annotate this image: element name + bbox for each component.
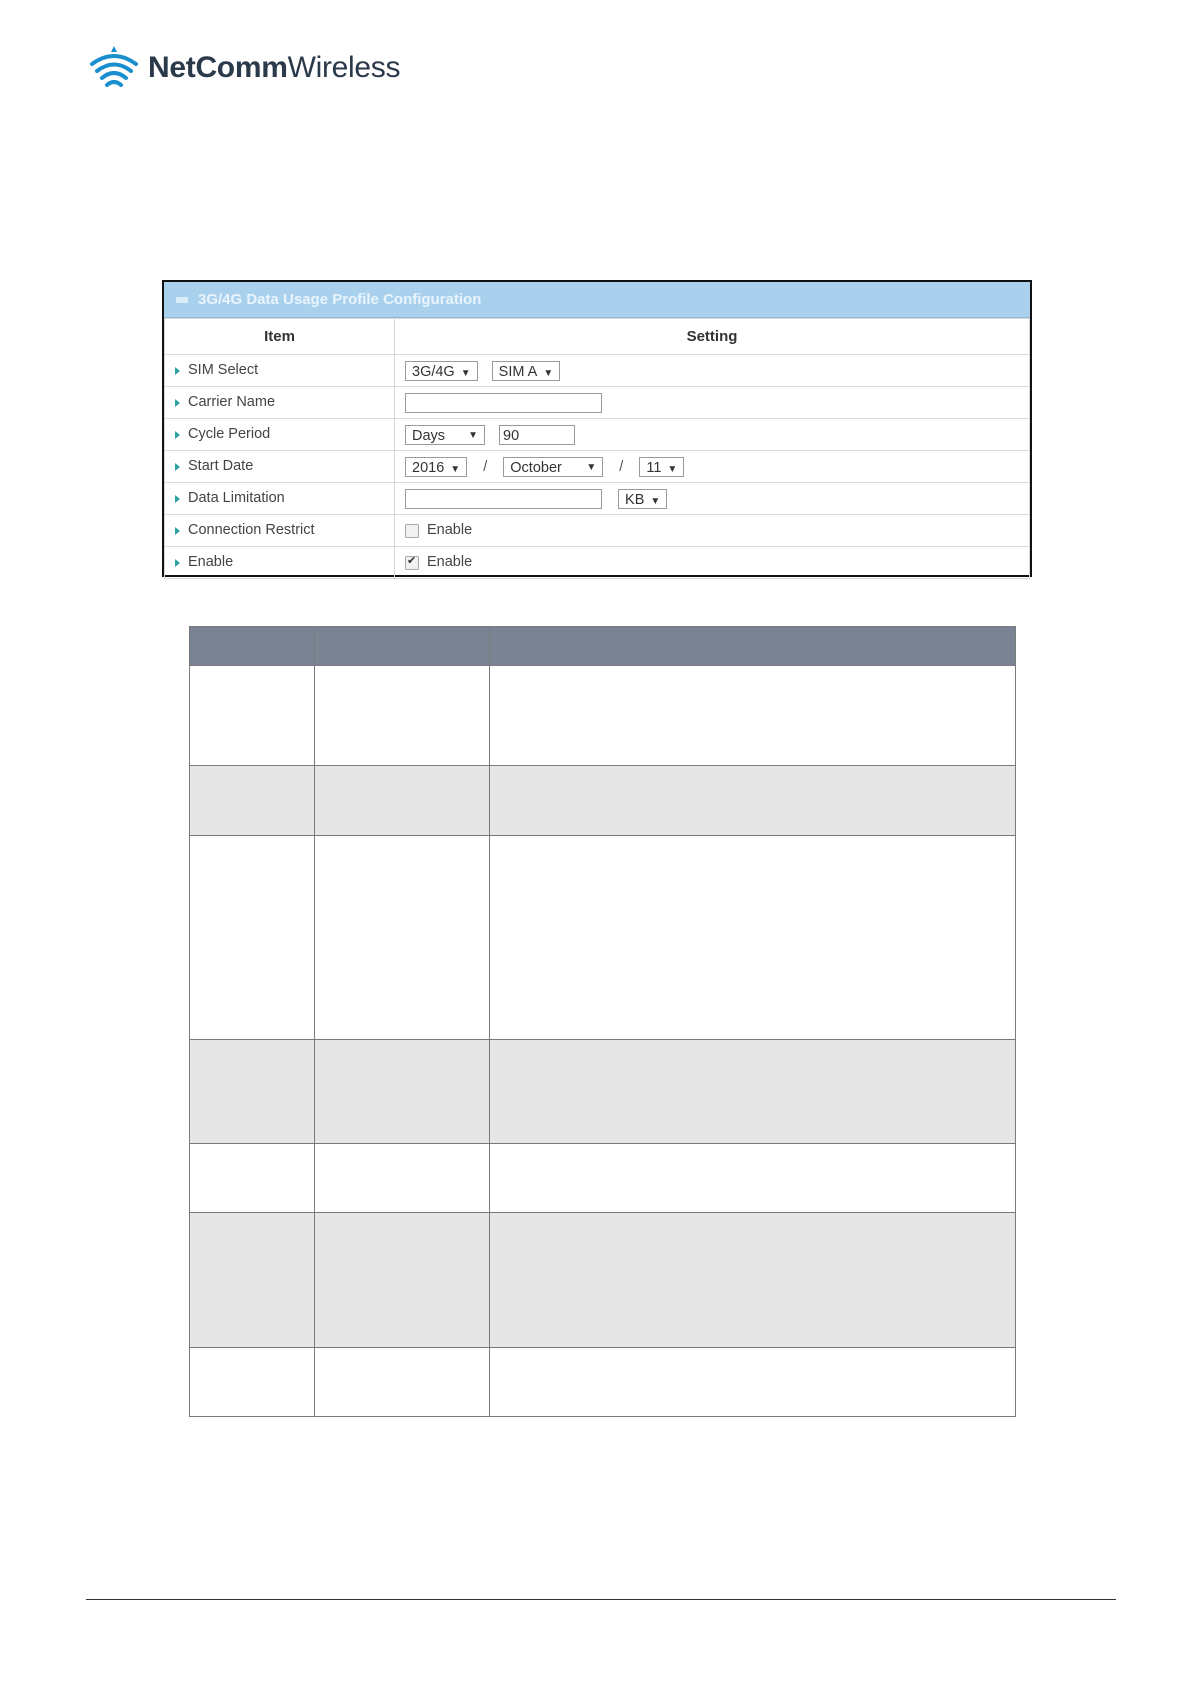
data-unit-select[interactable]: KB ▼ (618, 489, 667, 509)
row-data-limitation (165, 483, 1030, 515)
dropdown-arrow-icon: ▼ (543, 367, 554, 379)
dropdown-arrow-icon: ▼ (650, 495, 661, 507)
sim-select-label: SIM Select (188, 362, 259, 379)
row-carrier-name (165, 387, 1030, 419)
bullet-arrow-icon (175, 495, 180, 503)
desc-header-cell (315, 627, 490, 666)
start-date-label: Start Date (188, 458, 254, 475)
table-row (190, 836, 1016, 1040)
row-sim-select (165, 355, 1030, 387)
start-month-select[interactable]: October ▼ (503, 457, 603, 477)
sim-select[interactable]: SIM A ▼ (492, 361, 561, 381)
carrier-name-label: Carrier Name (188, 394, 276, 411)
netcomm-logo (88, 44, 400, 92)
dropdown-arrow-icon: ▼ (468, 429, 478, 441)
table-row (190, 766, 1016, 836)
cycle-period-input[interactable]: 90 (499, 425, 575, 445)
table-row (190, 666, 1016, 766)
table-row (190, 1348, 1016, 1417)
config-table (164, 318, 1030, 579)
desc-header-cell (190, 627, 315, 666)
panel-title-bar[interactable] (164, 282, 1030, 318)
data-limitation-label: Data Limitation (188, 490, 285, 507)
bullet-arrow-icon (175, 399, 180, 407)
enable-option: Enable (427, 554, 473, 571)
cycle-period-label: Cycle Period (188, 426, 271, 443)
desc-header-cell (490, 627, 1016, 666)
cycle-unit-select[interactable]: Days ▼ (405, 425, 485, 445)
connection-restrict-label: Connection Restrict (188, 522, 315, 539)
dropdown-arrow-icon: ▼ (586, 461, 597, 473)
enable-checkbox[interactable] (405, 556, 419, 570)
start-day-select[interactable]: 11 ▼ (639, 457, 684, 477)
footer-divider (86, 1599, 1116, 1600)
collapse-icon[interactable] (176, 297, 188, 303)
bullet-arrow-icon (175, 559, 180, 567)
row-start-date (165, 451, 1030, 483)
date-separator: / (619, 458, 624, 475)
dropdown-arrow-icon: ▼ (667, 463, 678, 475)
row-cycle-period (165, 419, 1030, 451)
bullet-arrow-icon (175, 463, 180, 471)
column-header-setting: Setting (395, 319, 1030, 355)
table-row (190, 1213, 1016, 1348)
interface-select[interactable]: 3G/4G ▼ (405, 361, 478, 381)
bullet-arrow-icon (175, 431, 180, 439)
dropdown-arrow-icon: ▼ (460, 367, 471, 379)
dropdown-arrow-icon: ▼ (450, 463, 461, 475)
data-usage-profile-panel (162, 280, 1032, 577)
enable-label: Enable (188, 554, 234, 571)
panel-title: 3G/4G Data Usage Profile Configuration (198, 291, 482, 308)
start-year-select[interactable]: 2016 ▼ (405, 457, 467, 477)
wifi-signal-icon (88, 44, 140, 92)
data-limitation-input[interactable] (405, 489, 602, 509)
row-connection-restrict (165, 515, 1030, 547)
brand-name: NetCommWireless (148, 51, 401, 84)
bullet-arrow-icon (175, 367, 180, 375)
description-table (189, 626, 1016, 1417)
row-enable (165, 547, 1030, 579)
connection-restrict-checkbox[interactable] (405, 524, 419, 538)
column-header-item: Item (165, 319, 395, 355)
carrier-name-input[interactable] (405, 393, 602, 413)
date-separator: / (483, 458, 488, 475)
table-row (190, 1040, 1016, 1144)
connection-restrict-option: Enable (427, 522, 473, 539)
table-row (190, 1144, 1016, 1213)
bullet-arrow-icon (175, 527, 180, 535)
